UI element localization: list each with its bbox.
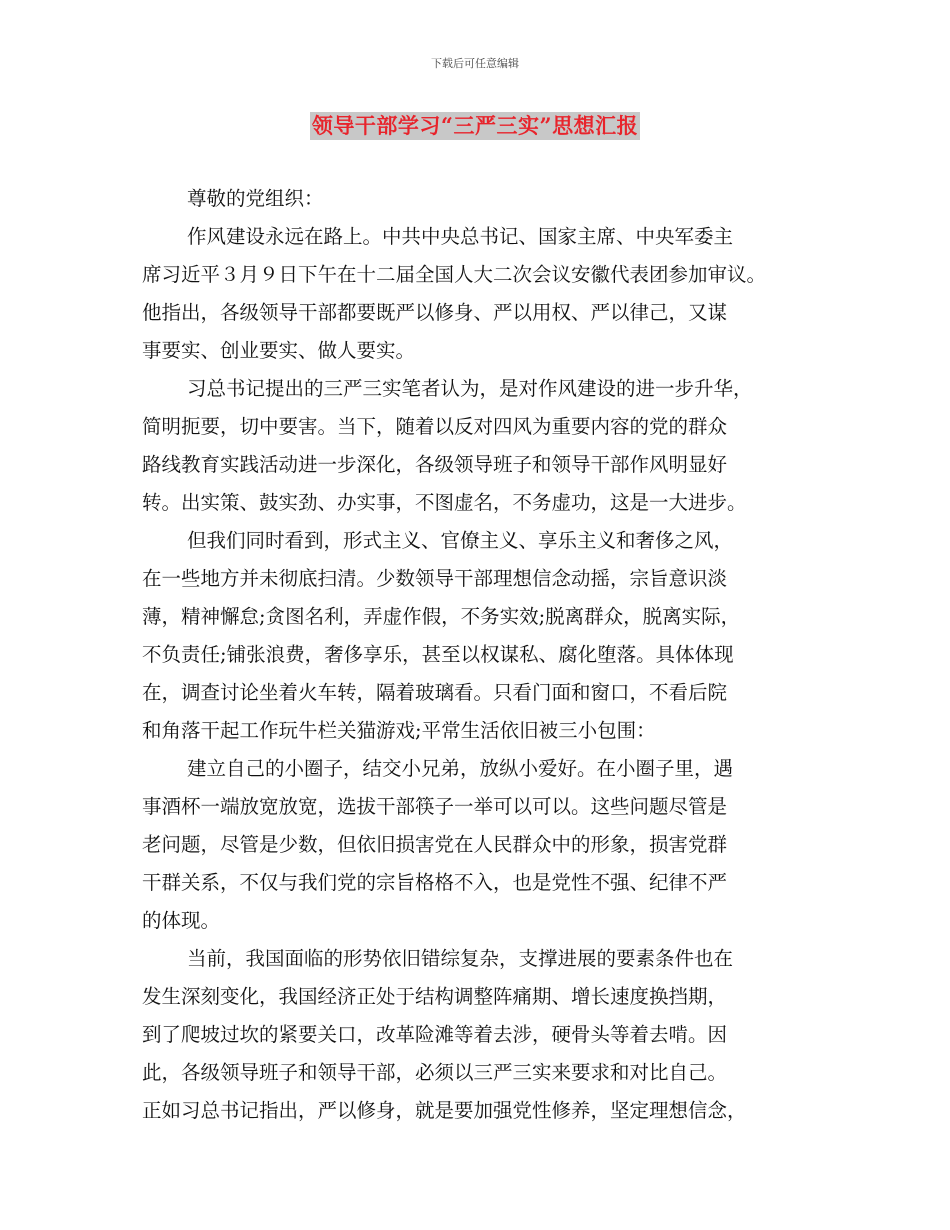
body-line: 事要实、创业要实、做人要实。 (142, 339, 416, 362)
body-line: 的体现。 (142, 909, 221, 932)
body-line: 干群关系，不仅与我们党的宗旨格格不入，也是党性不强、纪律不严 (142, 871, 728, 894)
body-line: 到了爬坡过坎的紧要关口，改革险滩等着去涉，硬骨头等着去啃。因 (142, 1023, 728, 1046)
body-line: 不负责任;铺张浪费，奢侈享乐，甚至以权谋私、腐化堕落。具体体现 (142, 643, 734, 666)
body-line: 路线教育实践活动进一步深化，各级领导班子和领导干部作风明显好 (142, 453, 728, 476)
body-line: 和角落干起工作玩牛栏关猫游戏;平常生活依旧被三小包围： (142, 719, 656, 742)
body-line: 事酒杯一端放宽放宽，选拔干部筷子一举可以可以。这些问题尽管是 (142, 795, 728, 818)
body-line: 作风建设永远在路上。中共中央总书记、国家主席、中央军委主 (187, 225, 734, 248)
body-line: 建立自己的小圈子，结交小兄弟，放纵小爱好。在小圈子里，遇 (187, 757, 734, 780)
body-line: 席习近平３月９日下午在十二届全国人大二次会议安徽代表团参加审议。 (142, 263, 767, 286)
page-header-note: 下载后可任意编辑 (431, 57, 519, 70)
body-line: 简明扼要，切中要害。当下，随着以反对四风为重要内容的党的群众 (142, 415, 728, 438)
document-title: 领导干部学习“三严三实”思想汇报 (311, 113, 639, 138)
body-line: 尊敬的党组织： (187, 187, 324, 210)
body-line: 转。出实策、鼓实劲、办实事，不图虚名，不务虚功，这是一大进步。 (142, 491, 747, 514)
body-line: 他指出，各级领导干部都要既严以修身、严以用权、严以律己，又谋 (142, 301, 728, 324)
body-line: 老问题，尽管是少数，但依旧损害党在人民群众中的形象，损害党群 (142, 833, 728, 856)
body-line: 薄，精神懈怠;贪图名利，弄虚作假，不务实效;脱离群众，脱离实际， (142, 605, 741, 628)
body-line: 在，调查讨论坐着火车转，隔着玻璃看。只看门面和窗口，不看后院 (142, 681, 728, 704)
body-line: 在一些地方并未彻底扫清。少数领导干部理想信念动摇，宗旨意识淡 (142, 567, 728, 590)
body-line: 正如习总书记指出，严以修身，就是要加强党性修养，坚定理想信念， (142, 1099, 747, 1122)
title-container (0, 112, 950, 140)
body-line: 但我们同时看到，形式主义、官僚主义、享乐主义和奢侈之风， (187, 529, 734, 552)
body-line: 当前，我国面临的形势依旧错综复杂，支撑进展的要素条件也在 (187, 947, 734, 970)
document-body (142, 180, 817, 1130)
body-line: 此，各级领导班子和领导干部，必须以三严三实来要求和对比自己。 (142, 1061, 728, 1084)
body-line: 习总书记提出的三严三实笔者认为，是对作风建设的进一步升华， (187, 377, 753, 400)
body-line: 发生深刻变化，我国经济正处于结构调整阵痛期、增长速度换挡期， (142, 985, 728, 1008)
